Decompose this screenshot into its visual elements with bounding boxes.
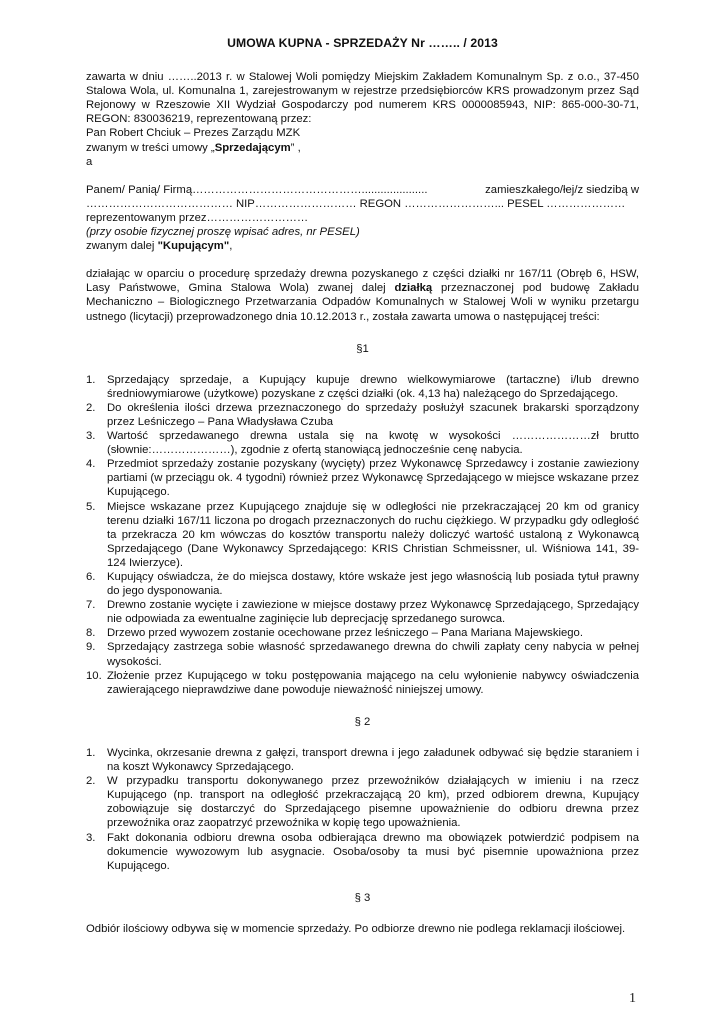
list-item: 3. Fakt dokonania odbioru drewna osoba odbierająca drewno ma obowiązek potwierdzić podpisem na dokumencie wywozowym lub asygnacie. Osoba/osoby ta musi być pisemnie upoważniona przez Kupującego. — [86, 831, 639, 872]
and-connector: a — [86, 155, 93, 168]
list-item: 6. Kupujący oświadcza, że do miejsca dostawy, które wskaże jest jego własnością lub posiada tytuł prawny do jego dysponowania. — [86, 571, 639, 598]
plot-term: działką — [394, 282, 433, 295]
buyer-note: (przy osobie fizycznej proszę wpisać adres, nr PESEL) — [86, 226, 360, 239]
buyer-name-field: Panem/ Panią/ Firmą………………………………………..................... — [86, 183, 428, 196]
section-1-list — [86, 373, 639, 697]
buyer-term: "Kupującym" — [157, 240, 230, 253]
list-item: 2. Do określenia ilości drzewa przeznaczonego do sprzedaży posłużył szacunek brakarski sporządzony przez Leśniczego – Pana Władysława Czuba — [86, 401, 639, 428]
contract-title: UMOWA KUPNA - SPRZEDAŻY Nr …….. / 2013 — [227, 36, 498, 50]
seller-representative: Pan Robert Chciuk – Prezes Zarządu MZK — [86, 127, 301, 140]
list-item: 9. Sprzedający zastrzega sobie własność sprzedawanego drewna do chwili zapłaty ceny nabycia w pełnej wysokości. — [86, 641, 639, 668]
section-3-text: Odbiór ilościowy odbywa się w momencie sprzedaży. Po odbiorze drewno nie podlega reklamacji ilościowej. — [86, 922, 626, 935]
buyer-address-label: zamieszkałego/łej/z siedzibą w — [485, 183, 639, 196]
section-3-heading: § 3 — [354, 891, 371, 904]
list-item: 3. Wartość sprzedawanego drewna ustala się na kwotę w wysokości …………………zł brutto (słownie:…………………), zgodnie z ofertą stanowiącą jednocześnie cenę nabycia. — [86, 430, 639, 457]
buyer-representative: reprezentowanym przez……………………… — [86, 211, 309, 224]
party-paragraph: zawarta w dniu ……..2013 r. w Stalowej Woli pomiędzy Miejskim Zakładem Komunalnym Sp. z o.o., 37-450 Stalowa Wola, ul. Komunalna 1, zarejestrowanym w rejestrze przedsiębiorców KRS prowadzonym przez Sąd Rejonowy w Rzeszowie XII Wydział Gospodarczy pod numerem KRS 0000085943, NIP: 865-000-30-71, REGON: 830036219, reprezentowaną przez: — [86, 71, 639, 126]
list-item: 8. Drzewo przed wywozem zostanie ocechowane przez leśniczego – Pana Mariana Majewskiego. — [86, 627, 583, 640]
list-item: 10. Złożenie przez Kupującego w toku postępowania mającego na celu wyłonienie nabywcy oświadczenia zawierającego nieprawdziwe dane powoduje nieważność niniejszej umowy. — [86, 669, 639, 696]
procedure-paragraph: działając w oparciu o procedurę sprzedaży drewna pozyskanego z części działki nr 167/11 (Obręb 6, HSW, Lasy Państwowe, Gmina Stalowa Wola) zwanej dalej działką przeznaczonej pod budowę Zakładu Mechaniczno – Biologicznego Przetwarzania Odpadów Komunalnych w Stalowej Woli w wyniku przetargu ustnego (licytacji) przeprowadzonego dnia 10.12.2013 r., została zawarta umowa o następującej treści: — [86, 268, 639, 323]
page-number: 1 — [629, 991, 636, 1006]
document-page — [86, 36, 639, 936]
section-2-list — [86, 746, 639, 873]
buyer-line-1 — [86, 183, 639, 197]
list-item: 7. Drewno zostanie wycięte i zawiezione w miejsce dostawy przez Wykonawcę Sprzedającego, Sprzedający nie odpowiada za ewentualne zaginięcie lub deprecjację sprzedanego surowca. — [86, 599, 639, 626]
section-1-heading: §1 — [356, 342, 369, 355]
list-item: 2. W przypadku transportu dokonywanego przez przewoźników działających w imieniu i na rzecz Kupującego (np. transport na odległość przekraczającą 20 km), przed odbiorem drewna, Kupujący zobowiązuje się dostarczyć do Sprzedającego pisemne upoważnienie do odbioru drewna przez przewoźnika oraz zaopatrzyć przewoźnika w kopię tego upoważnienia. — [86, 775, 639, 830]
buyer-designation: zwanym dalej "Kupującym", — [86, 240, 233, 253]
seller-term: Sprzedającym — [214, 141, 291, 154]
section-2-heading: § 2 — [354, 715, 371, 728]
list-item: 1. Wycinka, okrzesanie drewna z gałęzi, transport drewna i jego załadunek odbywać się będzie staraniem i na koszt Wykonawcy Sprzedającego. — [86, 746, 639, 774]
list-item: 4. Przedmiot sprzedaży zostanie pozyskany (wycięty) przez Wykonawcę Sprzedawcy i zostanie zawieziony partiami (w przeciągu ok. 4 tygodni) również przez Wykonawcę Sprzedającego w miejsce wskazane przez Kupującego. — [86, 458, 639, 499]
list-item: 5. Miejsce wskazane przez Kupującego znajduje się w odległości nie przekraczającej 20 km od granicy terenu działki 167/11 liczona po drogach przeznaczonych do ruchu ciężkiego. W przypadku gdy odległość ta przekracza 20 km wówczas do kosztów transportu należy doliczyć wartość ustaloną z Wykonawcą Sprzedającego (Dane Wykonawcy Sprzedającego: KRIS Christian Schmeissner, ul. Wiśniowa 141, 39-124 Iwierzyce). — [86, 500, 639, 569]
seller-designation: zwanym w treści umowy „Sprzedającym” , — [86, 141, 301, 154]
list-item: 1. Sprzedający sprzedaje, a Kupujący kupuje drewno wielkowymiarowe (tartaczne) i/lub drewno średniowymiarowe (użytkowe) pozyskane z części działki (ok. 4,13 ha) należącego do Sprzedającego. — [86, 373, 639, 400]
buyer-line-2: ………………………………… NIP……………………… REGON ……………………... PESEL ………………… — [86, 197, 626, 210]
